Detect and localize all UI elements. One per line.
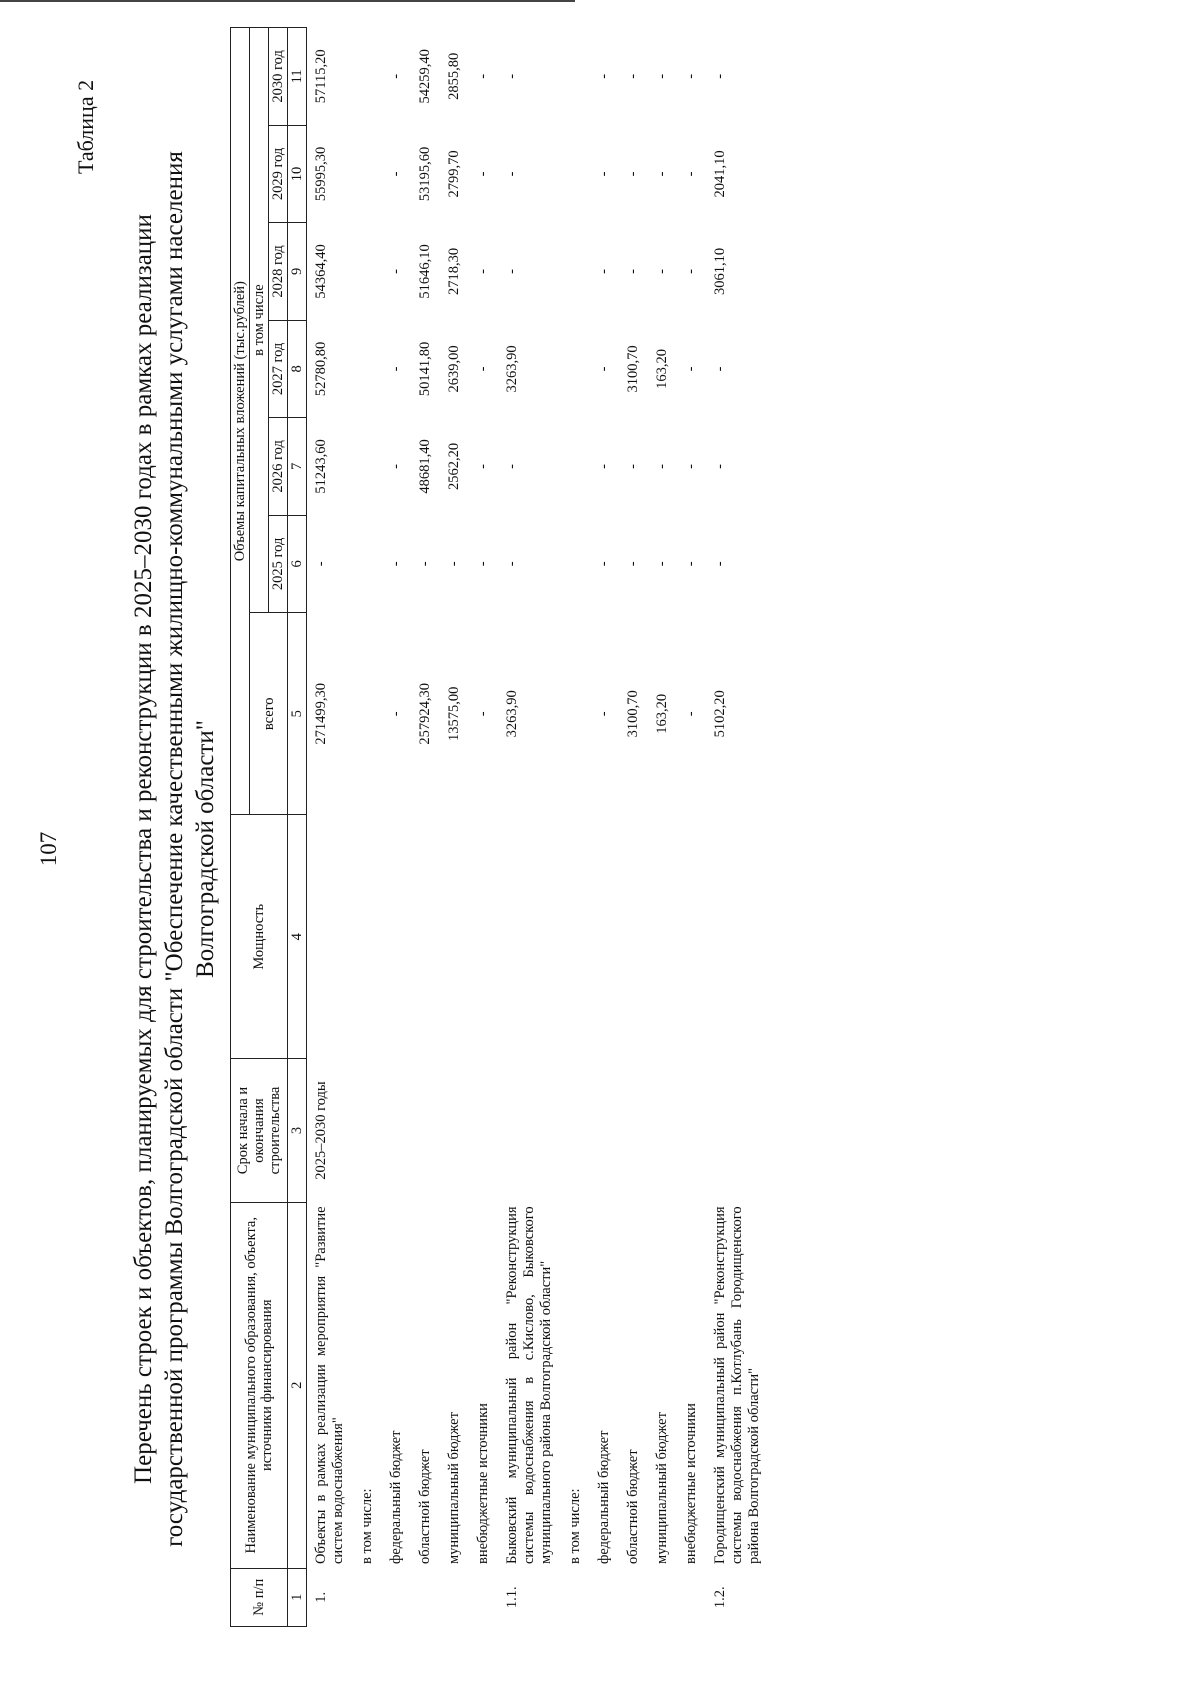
table-row [648, 28, 677, 1627]
column-number: 6 [288, 515, 307, 612]
cell-name: внебюджетные источники [475, 1403, 491, 1565]
header-period: Срок начала и окончания строительства [231, 1059, 288, 1203]
cell-name: муниципальный бюджет [446, 1412, 462, 1565]
cell-period [677, 1059, 706, 1203]
cell-total: 3263,90 [504, 690, 520, 738]
cell-capacity [619, 815, 648, 1059]
cell-y2025: - [712, 561, 728, 567]
cell-y2027: - [388, 366, 404, 372]
cell-y2026: - [683, 463, 699, 469]
column-number: 5 [288, 613, 307, 815]
cell-num [677, 1568, 706, 1626]
cell-total: 163,20 [654, 693, 670, 734]
cell-period [469, 1059, 498, 1203]
cell-name: федеральный бюджет [388, 1430, 404, 1565]
table-row [382, 28, 411, 1627]
cell-y2026: - [712, 463, 728, 469]
cell-y2026: 51243,60 [313, 439, 329, 494]
header-year: 2028 год [269, 223, 288, 320]
table-row [440, 28, 469, 1627]
column-number: 3 [288, 1059, 307, 1203]
cell-num [590, 1568, 619, 1626]
cell-period [648, 1059, 677, 1203]
column-number: 11 [288, 28, 307, 126]
heading-line-1: Перечень строек и объектов, планируемых для строительства и реконструкции в 2025–2030 годах в рамках реализации [130, 214, 157, 1484]
cell-y2025: - [313, 561, 329, 567]
page-number: 107 [36, 831, 61, 867]
cell-num: 1.2. [712, 1586, 728, 1609]
cell-y2026: - [625, 463, 641, 469]
cell-capacity [706, 815, 769, 1059]
cell-y2028 [561, 223, 590, 320]
cell-num [619, 1568, 648, 1626]
cell-y2025: - [625, 561, 641, 567]
cell-total: 257924,30 [417, 682, 433, 745]
cell-y2030: - [625, 73, 641, 79]
cell-y2030 [353, 28, 382, 126]
cell-y2027: - [683, 366, 699, 372]
cell-y2025: - [417, 561, 433, 567]
cell-period [619, 1059, 648, 1203]
cell-y2027 [561, 320, 590, 417]
cell-total: - [388, 711, 404, 717]
table-row [706, 28, 769, 1627]
cell-y2027: - [475, 366, 491, 372]
cell-y2030: 57115,20 [313, 49, 329, 104]
column-number: 7 [288, 418, 307, 515]
cell-period [353, 1059, 382, 1203]
cell-y2025 [353, 515, 382, 612]
cell-num [469, 1568, 498, 1626]
cell-y2028: - [683, 269, 699, 274]
cell-y2028: 51646,10 [417, 244, 433, 299]
header-volumes: Объемы капитальных вложений (тыс.рублей) [231, 28, 250, 815]
cell-name: областной бюджет [625, 1449, 641, 1565]
cell-y2028: - [596, 269, 612, 274]
cell-capacity [677, 815, 706, 1059]
cell-period [382, 1059, 411, 1203]
cell-y2025 [561, 515, 590, 612]
cell-y2027 [353, 320, 382, 417]
header-num: № п/п [231, 1568, 288, 1626]
cell-num [440, 1568, 469, 1626]
cell-y2027: 50141,80 [417, 341, 433, 397]
cell-total: - [475, 711, 491, 717]
cell-name: в том числе: [567, 1488, 583, 1565]
cell-y2030 [561, 28, 590, 126]
cell-y2029: - [683, 171, 699, 177]
cell-y2028: 54364,40 [313, 244, 329, 299]
cell-name: федеральный бюджет [596, 1430, 612, 1565]
cell-y2030: - [683, 73, 699, 79]
cell-name: Объекты в рамках реализации мероприятия "Развитие систем водоснабжения" [313, 1206, 346, 1565]
cell-period [411, 1059, 440, 1203]
header-year: 2026 год [269, 418, 288, 515]
cell-y2027: 3263,90 [504, 345, 520, 393]
cell-y2030: 2855,80 [446, 52, 462, 100]
cell-y2027: 2639,00 [446, 345, 462, 393]
cell-y2026: 48681,40 [417, 439, 433, 494]
cell-y2028: - [654, 269, 670, 274]
cell-total: 5102,20 [712, 690, 728, 738]
cell-name: областной бюджет [417, 1449, 433, 1565]
cell-capacity [353, 815, 382, 1059]
cell-y2029: - [504, 171, 520, 177]
column-number: 10 [288, 125, 307, 222]
cell-y2030: - [504, 73, 520, 79]
cell-total [353, 613, 382, 815]
table-row [561, 28, 590, 1627]
cell-period: 2025–2030 годы [313, 1081, 329, 1180]
cell-y2029: 55995,30 [313, 146, 329, 202]
table-row [411, 28, 440, 1627]
cell-y2029: 53195,60 [417, 146, 433, 202]
cell-y2029: - [625, 171, 641, 177]
cell-y2025: - [446, 561, 462, 567]
cell-y2026: 2562,20 [446, 442, 462, 490]
table-row [677, 28, 706, 1627]
heading-line-3: Волгоградской области" [192, 720, 219, 978]
cell-capacity [590, 815, 619, 1059]
cell-period [561, 1059, 590, 1203]
cell-y2029 [561, 125, 590, 222]
cell-name: Городищенский муниципальный район "Реконструкция системы водоснабжения п.Котлубань Городищенского района Волгоградской области" [712, 1206, 762, 1565]
capital-investment-table [230, 27, 769, 1627]
cell-num [382, 1568, 411, 1626]
table-row [353, 28, 382, 1627]
cell-y2028: - [388, 269, 404, 274]
column-number: 2 [288, 1202, 307, 1568]
cell-y2029: 2799,70 [446, 150, 462, 198]
cell-y2026: - [654, 463, 670, 469]
cell-y2028 [353, 223, 382, 320]
cell-y2030: - [654, 73, 670, 79]
header-year: 2029 год [269, 125, 288, 222]
cell-capacity [648, 815, 677, 1059]
cell-name: внебюджетные источники [683, 1403, 699, 1565]
cell-y2026: - [504, 463, 520, 469]
cell-period [706, 1059, 769, 1203]
cell-capacity [411, 815, 440, 1059]
cell-y2029: - [654, 171, 670, 177]
header-year: 2027 год [269, 320, 288, 417]
cell-y2030: - [596, 73, 612, 79]
cell-num [411, 1568, 440, 1626]
cell-total: 271499,30 [313, 682, 329, 745]
cell-y2029 [353, 125, 382, 222]
cell-total [561, 613, 590, 815]
cell-y2026: - [596, 463, 612, 469]
cell-period [498, 1059, 561, 1203]
cell-y2028: - [475, 269, 491, 274]
cell-y2028: - [504, 269, 520, 274]
cell-num [561, 1568, 590, 1626]
table-row [307, 28, 354, 1627]
column-number: 1 [288, 1568, 307, 1626]
cell-y2028: 3061,10 [712, 247, 728, 295]
cell-y2030: - [712, 73, 728, 79]
cell-y2027: 163,20 [654, 348, 670, 389]
cell-y2028: - [625, 269, 641, 274]
cell-capacity [382, 815, 411, 1059]
header-year: 2030 год [269, 28, 288, 126]
cell-y2029: 2041,10 [712, 150, 728, 198]
cell-capacity [307, 815, 354, 1059]
cell-capacity [498, 815, 561, 1059]
column-number: 9 [288, 223, 307, 320]
cell-y2030: - [388, 73, 404, 79]
header-including: в том числе [250, 28, 269, 613]
cell-name: Быковский муниципальный район "Реконструкция системы водоснабжения в с.Кислово, Быковского муниципального района Волгоградской области" [504, 1206, 554, 1565]
cell-total: - [683, 711, 699, 717]
cell-num [648, 1568, 677, 1626]
cell-y2025: - [475, 561, 491, 567]
table-row [469, 28, 498, 1627]
heading-line-2: государственной программы Волгоградской области "Обеспечение качественными жилищно-коммунальными услугами населения [161, 151, 188, 1547]
table-row [498, 28, 561, 1627]
cell-capacity [469, 815, 498, 1059]
cell-y2025: - [654, 561, 670, 567]
table-label: Таблица 2 [73, 79, 98, 174]
cell-y2028: 2718,30 [446, 247, 462, 295]
document-heading [128, 149, 221, 1549]
header-name: Наименование муниципального образования, объекта, источники финансирования [231, 1202, 288, 1568]
cell-y2029: - [475, 171, 491, 177]
cell-num: 1.1. [504, 1586, 520, 1609]
cell-total: 3100,70 [625, 690, 641, 738]
cell-capacity [561, 815, 590, 1059]
cell-y2026 [353, 418, 382, 515]
cell-y2026: - [388, 463, 404, 469]
cell-y2025: - [683, 561, 699, 567]
cell-capacity [440, 815, 469, 1059]
cell-y2027: 3100,70 [625, 345, 641, 393]
table-row [619, 28, 648, 1627]
column-number-row [288, 28, 307, 1627]
cell-y2027: 52780,80 [313, 341, 329, 397]
cell-y2025: - [388, 561, 404, 567]
cell-y2030: - [475, 73, 491, 79]
cell-y2026 [561, 418, 590, 515]
cell-name: в том числе: [359, 1488, 375, 1565]
cell-total: 13575,00 [446, 686, 462, 741]
cell-period [590, 1059, 619, 1203]
header-total: всего [250, 613, 288, 815]
cell-name: муниципальный бюджет [654, 1412, 670, 1565]
cell-y2026: - [475, 463, 491, 469]
cell-y2025: - [504, 561, 520, 567]
column-number: 4 [288, 815, 307, 1059]
cell-num [353, 1568, 382, 1626]
cell-period [440, 1059, 469, 1203]
cell-y2029: - [388, 171, 404, 177]
header-year: 2025 год [269, 515, 288, 612]
cell-y2030: 54259,40 [417, 49, 433, 104]
cell-num: 1. [313, 1591, 329, 1603]
cell-y2029: - [596, 171, 612, 177]
table-row [590, 28, 619, 1627]
header-capacity: Мощность [231, 815, 288, 1059]
column-number: 8 [288, 320, 307, 417]
cell-y2027: - [712, 366, 728, 372]
table-body [307, 28, 770, 1627]
cell-total: - [596, 711, 612, 717]
cell-y2025: - [596, 561, 612, 567]
cell-y2027: - [596, 366, 612, 372]
